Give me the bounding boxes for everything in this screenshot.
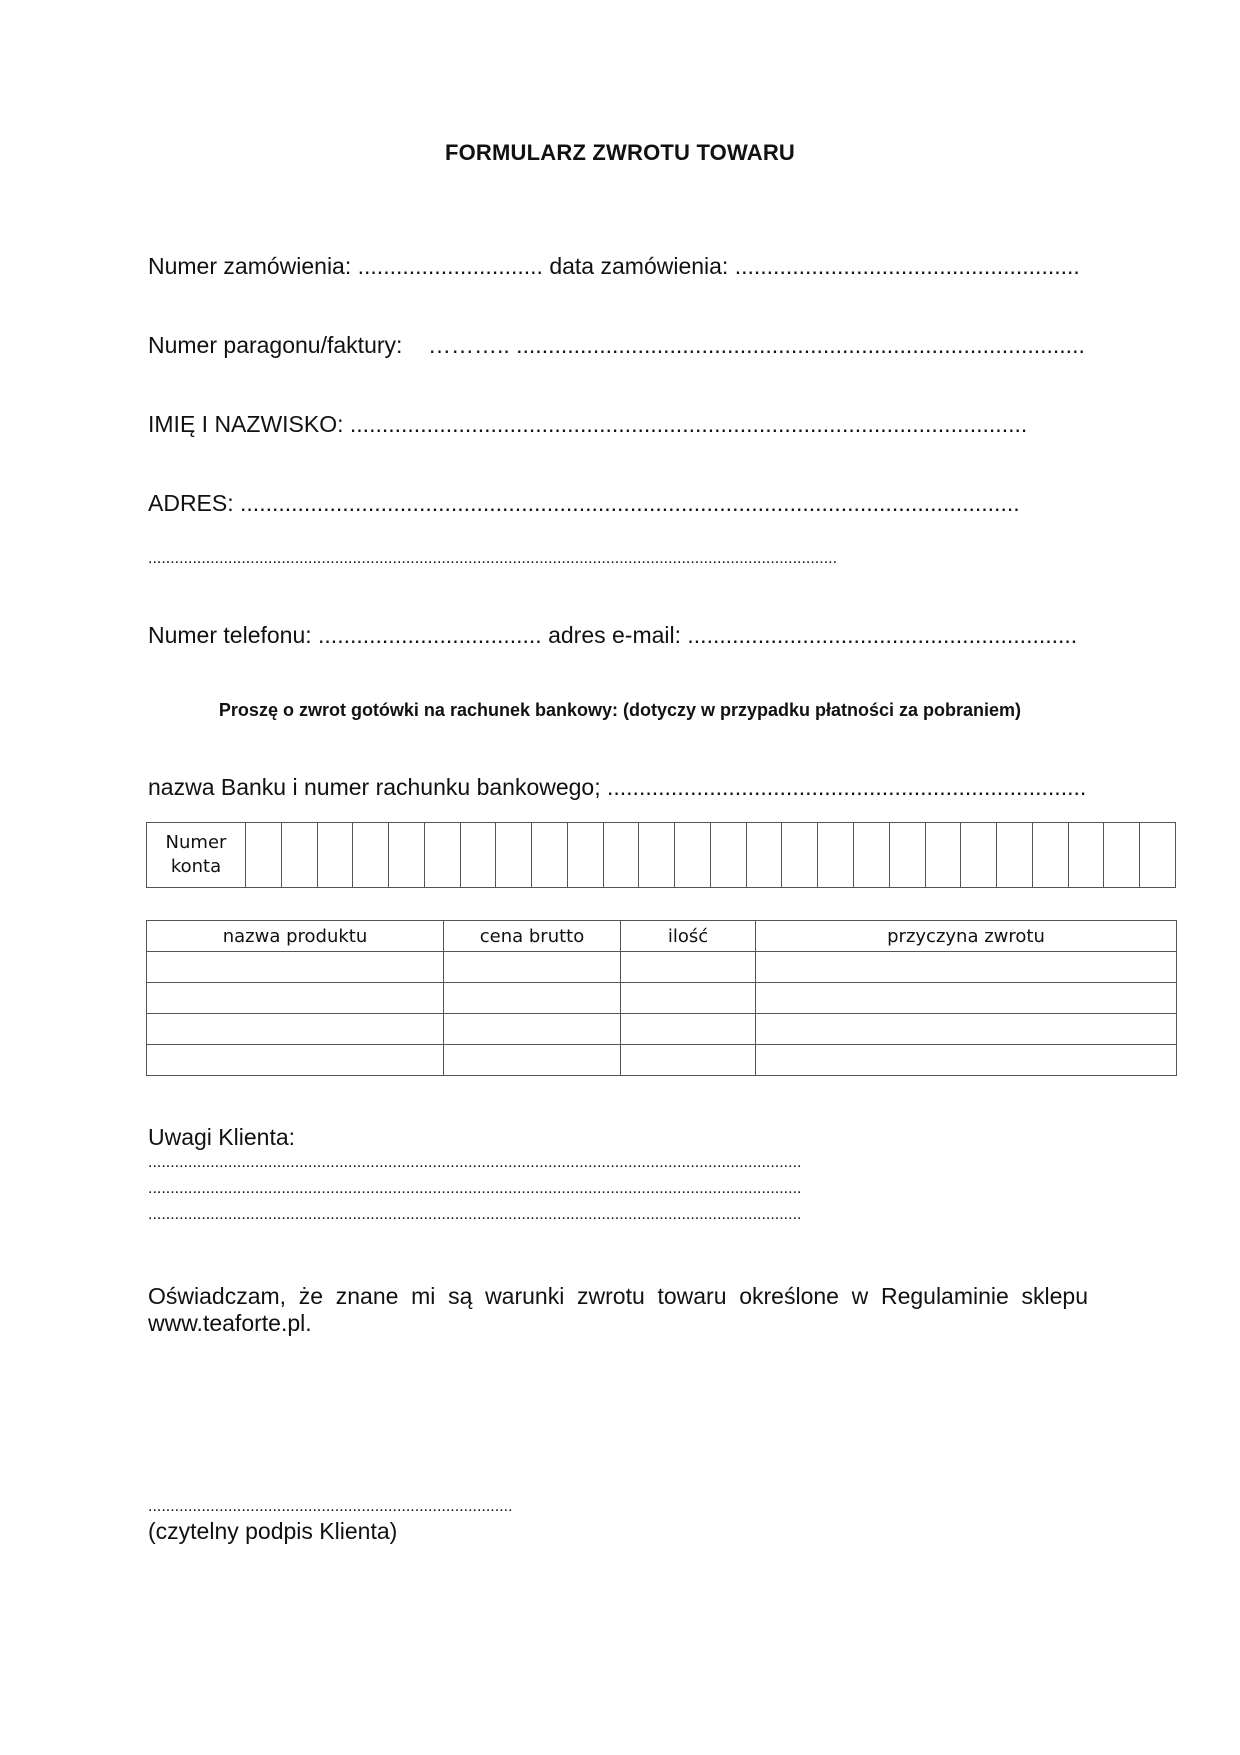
gross-price-cell[interactable] [444,983,621,1014]
header-product-name: nazwa produktu [147,921,444,952]
gross-price-cell[interactable] [444,952,621,983]
phone-email-field[interactable]: Numer telefonu: ................................... adres e-mail: ............................................................. [148,622,1078,648]
account-digit-cell[interactable] [854,823,890,888]
account-digit-cell[interactable] [782,823,818,888]
account-digit-cell[interactable] [675,823,711,888]
account-number-row [147,823,1176,888]
account-digit-cell[interactable] [389,823,425,888]
remarks-line-3[interactable]: ................................................................................................................................................... [148,1206,802,1223]
return-reason-cell[interactable] [756,983,1177,1014]
gross-price-cell[interactable] [444,1045,621,1076]
address-field[interactable]: ADRES: .......................................................................................................................... [148,490,1020,516]
product-name-cell[interactable] [147,952,444,983]
account-digit-cell[interactable] [1068,823,1104,888]
account-digit-cell[interactable] [317,823,353,888]
header-quantity: ilość [621,921,756,952]
account-digit-cell[interactable] [281,823,317,888]
account-digit-cell[interactable] [925,823,961,888]
table-row [147,952,1177,983]
receipt-number-field[interactable]: Numer paragonu/faktury: ……….. ......................................................................................... [148,332,1085,358]
account-label-line1: Numer [165,832,227,853]
form-title: FORMULARZ ZWROTU TOWARU [444,140,796,165]
table-row [147,1014,1177,1045]
header-return-reason: przyczyna zwrotu [756,921,1177,952]
remarks-line-1[interactable]: ................................................................................................................................................... [148,1154,802,1171]
return-reason-cell[interactable] [756,1045,1177,1076]
account-digit-cell[interactable] [818,823,854,888]
account-digit-cell[interactable] [424,823,460,888]
account-digit-cell[interactable] [603,823,639,888]
products-header-row [147,921,1177,952]
return-reason-cell[interactable] [756,1014,1177,1045]
account-digit-cell[interactable] [961,823,997,888]
account-digit-cell[interactable] [997,823,1033,888]
declaration-text: Oświadczam, że znane mi są warunki zwrotu towaru określone w Regulaminie sklepu www.teaforte.pl. [148,1283,1088,1336]
account-digit-cell[interactable] [1104,823,1140,888]
account-digit-cell[interactable] [532,823,568,888]
address-line2-field[interactable]: ........................................................................................................................................................... [148,550,838,567]
header-gross-price: cena brutto [444,921,621,952]
account-digit-cell[interactable] [460,823,496,888]
remarks-line-2[interactable]: ................................................................................................................................................... [148,1180,802,1197]
account-digit-cell[interactable] [567,823,603,888]
gross-price-cell[interactable] [444,1014,621,1045]
account-number-table [146,822,1176,888]
product-name-cell[interactable] [147,1014,444,1045]
order-number-field[interactable]: Numer zamówienia: ............................. data zamówienia: ...................................................... [148,253,1080,279]
account-digit-cell[interactable] [889,823,925,888]
full-name-field[interactable]: IMIĘ I NAZWISKO: .......................................................................................................... [148,411,1028,437]
table-row [147,983,1177,1014]
products-table [146,920,1177,1076]
account-digit-cell[interactable] [246,823,282,888]
product-name-cell[interactable] [147,1045,444,1076]
quantity-cell[interactable] [621,983,756,1014]
account-digit-cell[interactable] [1032,823,1068,888]
account-label-cell [147,823,246,888]
bank-account-field[interactable]: nazwa Banku i numer rachunku bankowego; ........................................................................... [148,774,1087,800]
refund-notice: Proszę o zwrot gotówki na rachunek bankowy: (dotyczy w przypadku płatności za pobraniem) [218,700,1022,720]
return-reason-cell[interactable] [756,952,1177,983]
account-digit-cell[interactable] [353,823,389,888]
product-name-cell[interactable] [147,983,444,1014]
account-digit-cell[interactable] [1140,823,1176,888]
account-digit-cell[interactable] [639,823,675,888]
quantity-cell[interactable] [621,952,756,983]
quantity-cell[interactable] [621,1014,756,1045]
account-digit-cell[interactable] [496,823,532,888]
account-digit-cell[interactable] [746,823,782,888]
signature-line[interactable]: .................................................................................. [148,1498,513,1515]
remarks-label: Uwagi Klienta: [148,1124,296,1150]
account-label-line2: konta [170,856,222,877]
account-digit-cell[interactable] [710,823,746,888]
quantity-cell[interactable] [621,1045,756,1076]
table-row [147,1045,1177,1076]
signature-caption: (czytelny podpis Klienta) [148,1518,398,1544]
